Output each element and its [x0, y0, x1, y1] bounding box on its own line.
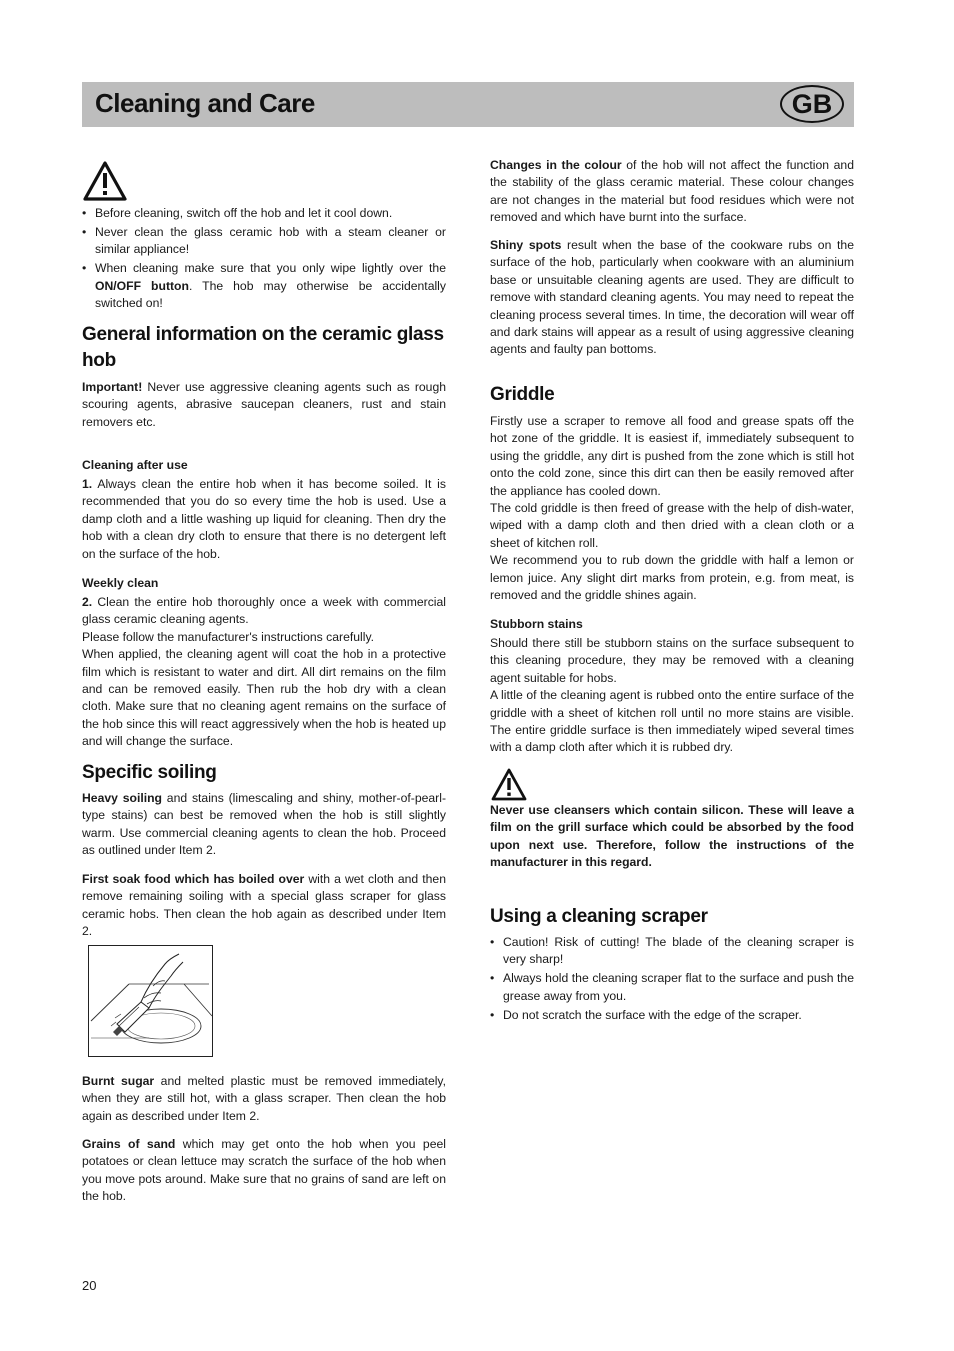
cleaning-after-use-heading: Cleaning after use: [82, 458, 188, 472]
stubborn-stains-paragraph: Should there still be stubborn stains on the surface subsequent to this cleaning procedure, they may be removed with a cleaning agent suitable for hobs.: [490, 636, 854, 685]
burnt-sugar-paragraph: Burnt sugar and melted plastic must be removed immediately, when they are still hot, with a glass scraper. Then clean the hob again as described under Item 2.: [82, 1074, 446, 1123]
list-item: • Never clean the glass ceramic hob with a steam cleaner or similar appliance!: [82, 224, 446, 257]
silicon-warning-paragraph: Never use cleansers which contain silicon. These will leave a film on the grill surface which could be absorbed by the food upon next use. Therefore, follow the instructions of the manufacturer in this regard.: [490, 803, 854, 870]
list-item: • When cleaning make sure that you only wipe lightly over the ON/OFF button. The hob may otherwise be accidentally switched on!: [82, 261, 446, 311]
page-number: 20: [82, 1278, 97, 1293]
weekly-clean-heading: Weekly clean: [82, 576, 159, 590]
warning-triangle-icon: [490, 767, 528, 802]
list-item: • Do not scratch the surface with the edge of the scraper.: [490, 1007, 802, 1022]
stubborn-stains-heading: Stubborn stains: [490, 617, 583, 631]
griddle-heading: Griddle: [490, 384, 555, 405]
griddle-paragraph: We recommend you to rub down the griddle with half a lemon or lemon juice. Any slight dirt marks from protein, e.g. from meat, is removed and the griddle shines again.: [490, 553, 854, 603]
grains-of-sand-paragraph: Grains of sand which may get onto the hob when you peel potatoes or clean lettuce may scratch the surface of the hob when you move pots around. Make sure that no grains of sand are left on the hob.: [82, 1137, 446, 1204]
griddle-paragraph: The cold griddle is then freed of grease with the help of dish-water, wiped with a damp cloth and then dried with a clean cloth or a sheet of kitchen roll.: [490, 501, 854, 550]
warning-bullet-list: [82, 205, 446, 314]
weekly-clean-body: [82, 594, 446, 751]
weekly-clean-paragraph: Please follow the manufacturer's instructions carefully.: [82, 629, 375, 644]
list-item: • Before cleaning, switch off the hob and let it cool down.: [82, 206, 393, 220]
page-title: Cleaning and Care: [95, 88, 315, 118]
stubborn-stains-body: [490, 635, 854, 757]
specific-soiling-heading: Specific soiling: [82, 762, 217, 783]
griddle-paragraph: Firstly use a scraper to remove all food and grease spats off the hot zone of the griddle. It is easiest if, immediately subsequent to using the griddle, any dirt is pushed from the zone which is still hot onto the cold zone, since this dirt can then be easily removed after the appliance has cooled down.: [490, 414, 854, 498]
cleaning-after-use-paragraph: 1. Always clean the entire hob when it has become soiled. It is recommended that you do so every time the hob is used. Use a damp cloth and a little washing up liquid for cleaning. Then dry the hob with a clean dry cloth to ensure that there is no detergent left on the surface of the hob.: [82, 477, 446, 561]
shiny-spots-paragraph: Shiny spots result when the base of the cookware rubs on the surface of the hob, particularly when cookware with an aluminium base or unsuitable cleaning agents are used. They are difficult to remove with standard cleaning agents. You may need to repeat the cleaning process several times. In time, the decoration will wear off and dark stains will appear as a result of using aggressive cleaning agents and faulty pan bottoms.: [490, 238, 854, 357]
griddle-body: [490, 413, 854, 604]
general-heading: General information on the ceramic glass hob: [82, 324, 444, 371]
weekly-clean-paragraph: When applied, the cleaning agent will coat the hob in a protective film which is resistant to water and dirt. All dirt remains on the film and can be removed easily. Then rub the hob dry with a clean cloth. Make sure that no cleaning agent remains on the surface of the hob since this will react aggressively when the hob is heated up and will change the surface.: [82, 647, 446, 749]
soak-food-paragraph: First soak food which has boiled over with a wet cloth and then remove remaining soiling with a special glass scraper for glass ceramic hobs. Then clean the hob again as described under Item 2.: [82, 872, 446, 939]
scraper-bullet-list: [490, 934, 854, 1026]
weekly-clean-paragraph: 2. Clean the entire hob thoroughly once a week with commercial glass ceramic cleaning agents.: [82, 595, 446, 627]
language-badge: GB: [780, 85, 844, 123]
warning-triangle-icon: [82, 160, 128, 202]
list-item: • Caution! Risk of cutting! The blade of the cleaning scraper is very sharp!: [490, 935, 854, 967]
page-header: [82, 82, 854, 127]
stubborn-stains-paragraph: A little of the cleaning agent is rubbed onto the entire surface of the griddle with a sheet of kitchen roll until no more stains are visible. The entire griddle surface is then immediately wiped several times with a damp cloth after which it is rubbed dry.: [490, 688, 854, 755]
colour-changes-paragraph: Changes in the colour of the hob will not affect the function and the stability of the glass ceramic material. These colour changes are not changes in the material but food residues which were not removed and which have burnt into the surface.: [490, 158, 854, 225]
scraper-heading: Using a cleaning scraper: [490, 906, 708, 927]
important-paragraph: Important! Never use aggressive cleaning agents such as rough scouring agents, abrasive saucepan cleaners, rust and stain removers etc.: [82, 380, 446, 429]
heavy-soiling-paragraph: Heavy soiling and stains (limescaling and shiny, mother-of-pearl-type stains) can best be removed when the hob is still slightly warm. Use commercial cleaning agents to clean the hob. Proceed as outlined under Item 2.: [82, 791, 446, 858]
list-item: • Always hold the cleaning scraper flat to the surface and push the grease away from you.: [490, 971, 854, 1003]
scraper-illustration: [88, 945, 213, 1057]
scraper-on-hob-image: [89, 946, 212, 1056]
